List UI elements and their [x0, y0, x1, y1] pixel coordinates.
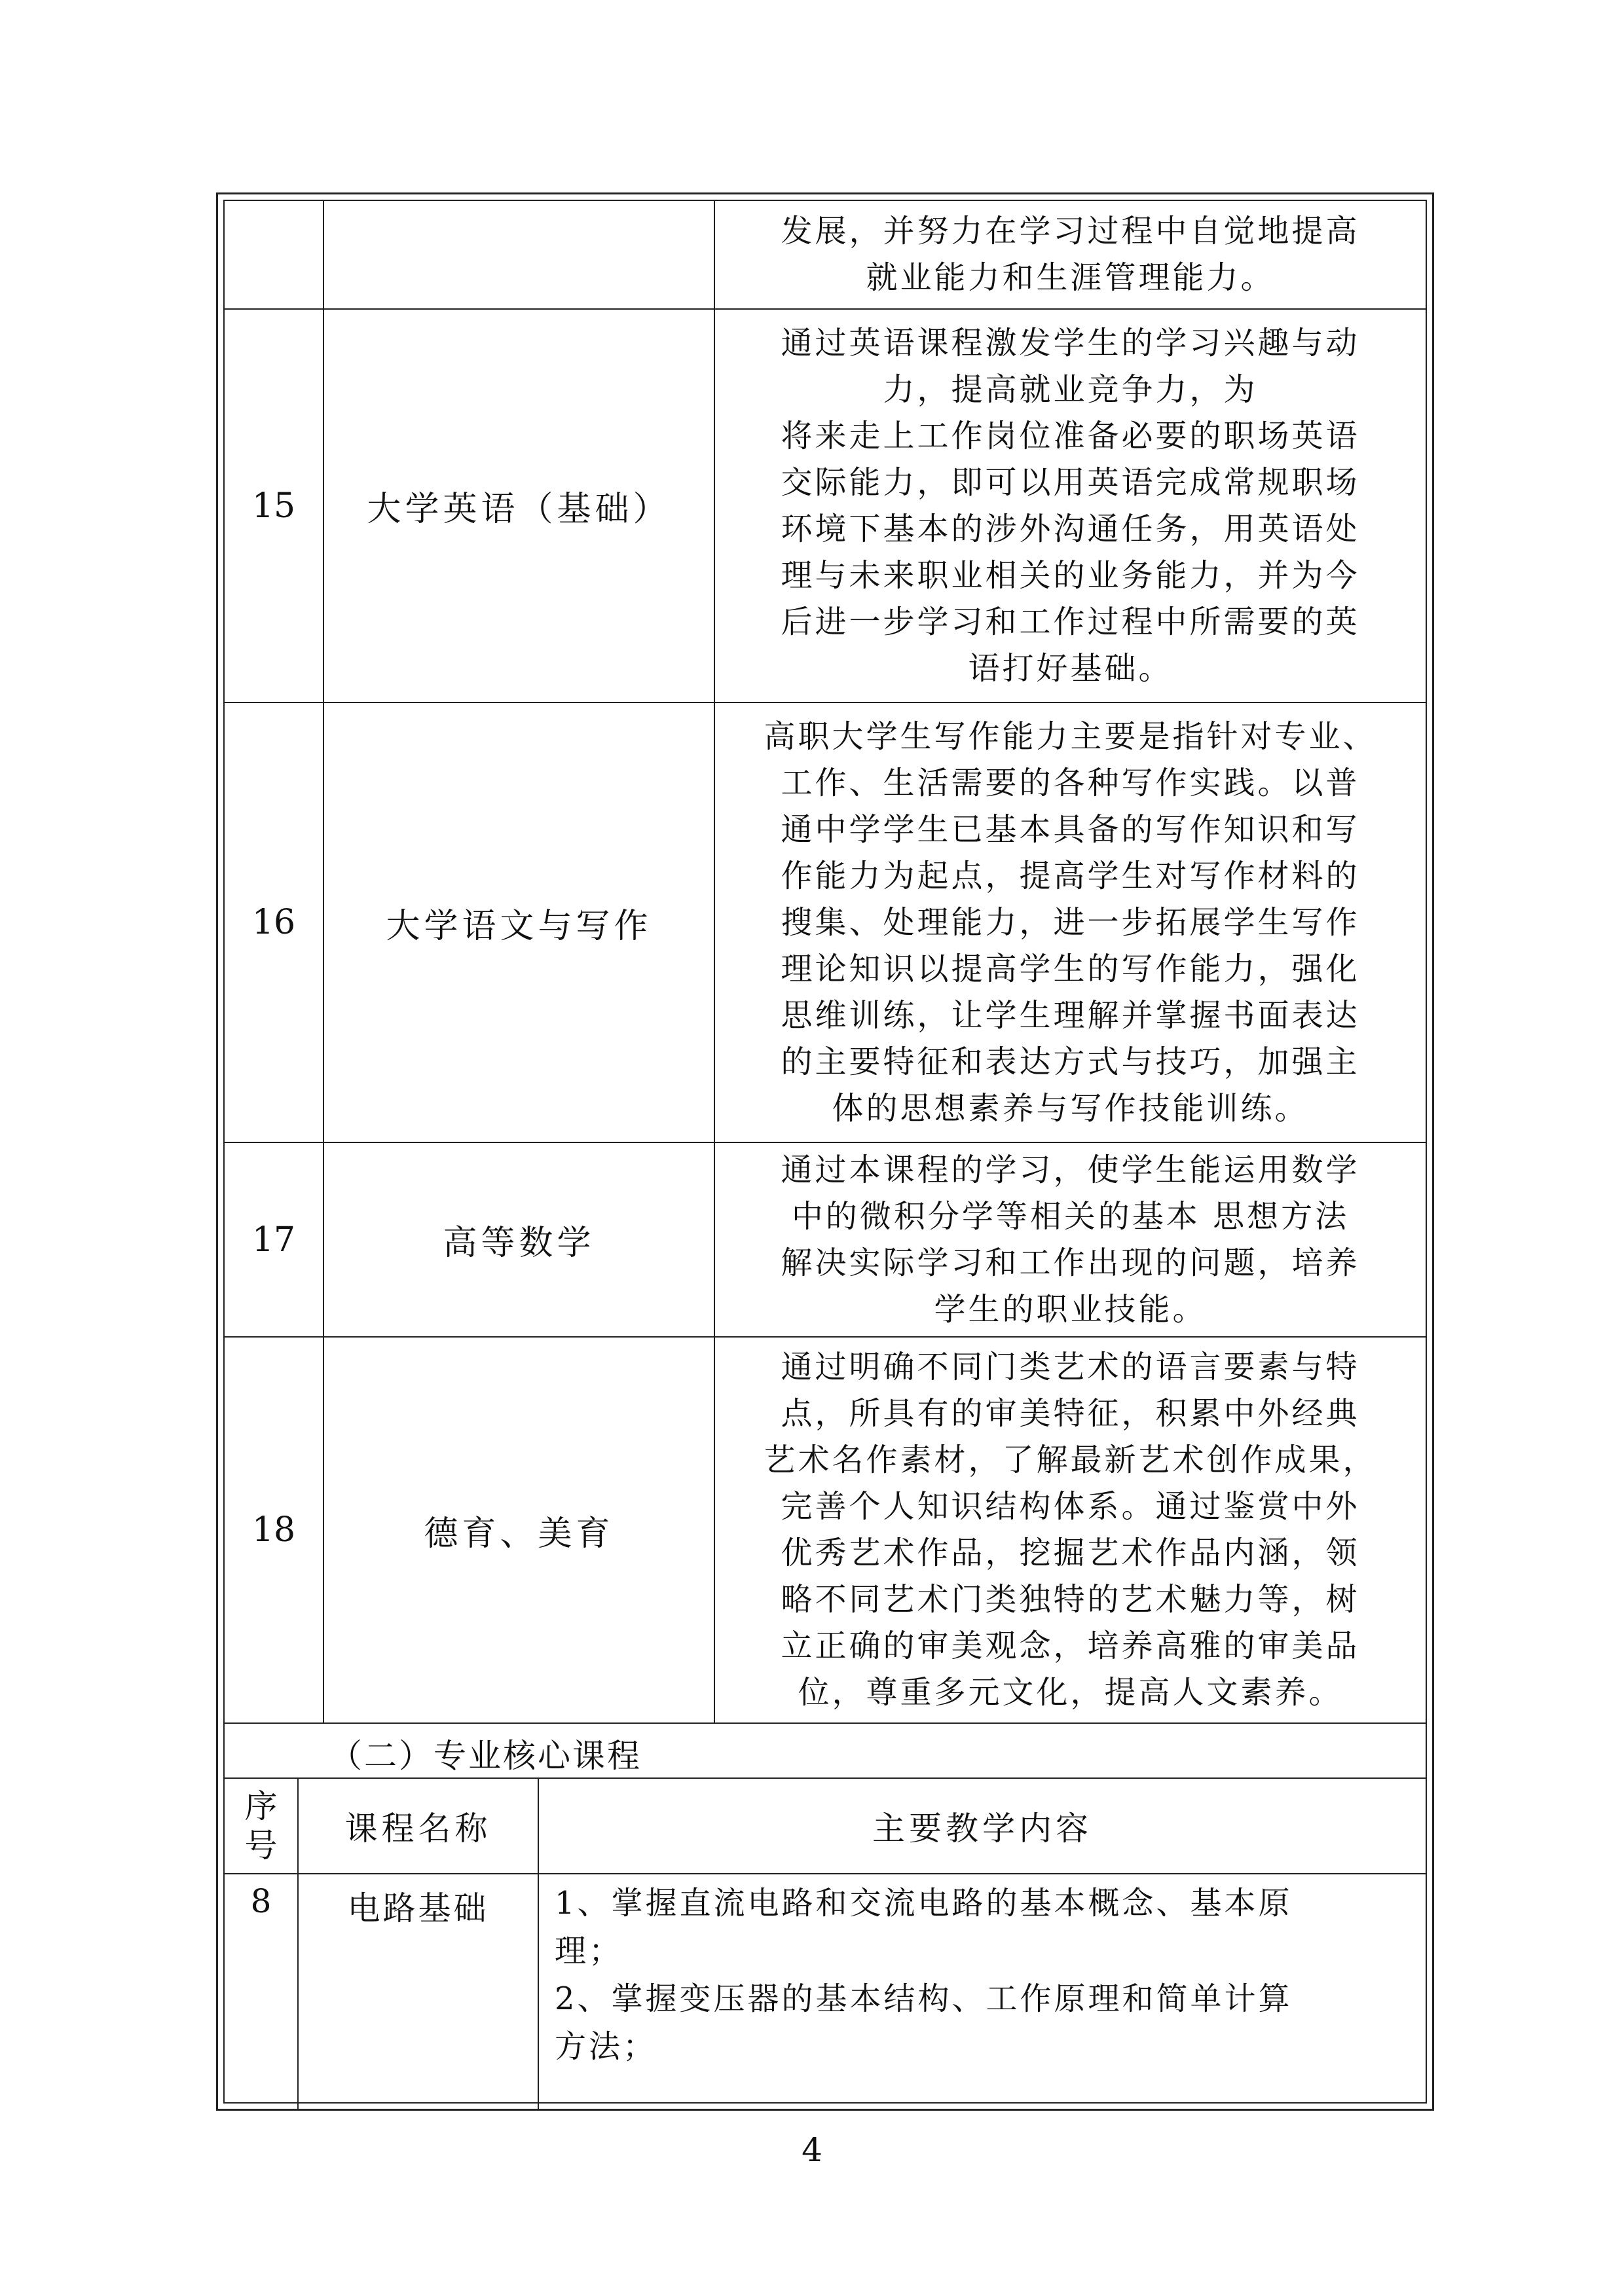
description-line: 学生的职业技能。: [934, 1290, 1207, 1328]
course-number: [225, 201, 324, 308]
description-line: 理与未来职业相关的业务能力，并为今: [781, 556, 1360, 594]
section-title: （二）专业核心课程: [329, 1737, 642, 1775]
content-line: 1、掌握直流电路和交流电路的基本概念、基本原: [555, 1885, 1293, 1922]
description-line: 工作、生活需要的各种写作实践。以普: [781, 764, 1360, 801]
table-row: [225, 201, 1426, 310]
course-description: [715, 1143, 1426, 1336]
course-description: [715, 310, 1426, 702]
description-line: 发展，并努力在学习过程中自觉地提高: [781, 213, 1360, 249]
course-name: 大学英语（基础）: [324, 310, 715, 702]
description-line: 交际能力，即可以用英语完成常规职场: [781, 464, 1360, 501]
description-line: 优秀艺术作品，挖掘艺术作品内涵，领: [781, 1535, 1360, 1571]
description-line: 环境下基本的涉外沟通任务，用英语处: [781, 510, 1360, 547]
description-line: 思维训练，让学生理解并掌握书面表达: [781, 996, 1360, 1034]
course-number: 18: [225, 1338, 324, 1722]
description-line: 点，所具有的审美特征，积累中外经典: [781, 1395, 1360, 1432]
course-number: 16: [225, 703, 324, 1142]
table-row: [225, 1143, 1426, 1338]
course-name: 德育、美育: [324, 1338, 715, 1722]
content-line: 2、掌握变压器的基本结构、工作原理和简单计算: [555, 1980, 1293, 2017]
description-line: 立正确的审美观念，培养高雅的审美品: [781, 1628, 1360, 1664]
header-number: 序 号: [225, 1779, 299, 1873]
description-line: 解决实际学习和工作出现的问题，培养: [781, 1244, 1360, 1281]
course-number: 17: [225, 1143, 324, 1336]
description-line: 完善个人知识结构体系。通过鉴赏中外: [781, 1488, 1360, 1525]
description-line: 力，提高就业竞争力，为: [883, 371, 1258, 408]
document-table: [223, 200, 1427, 2104]
table-row: [225, 703, 1426, 1143]
description-line: 艺术名作素材，了解最新艺术创作成果，: [764, 1442, 1377, 1478]
course-description: [715, 1338, 1426, 1722]
description-line: 通中学学生已基本具备的写作知识和写: [781, 811, 1360, 848]
description-line: 略不同艺术门类独特的艺术魅力等，树: [781, 1581, 1360, 1618]
course-description: [715, 201, 1426, 308]
course-name: 电路基础: [299, 1874, 539, 2109]
table-row: [225, 310, 1426, 703]
description-line: 通过本课程的学习，使学生能运用数学: [781, 1151, 1360, 1188]
description-line: 理论知识以提高学生的写作能力，强化: [781, 950, 1360, 987]
table-row: [225, 1874, 1426, 2109]
header-course-name: 课程名称: [299, 1779, 539, 1873]
course-description: [715, 703, 1426, 1142]
course-name: 高等数学: [324, 1143, 715, 1336]
table-row: [225, 1338, 1426, 1724]
course-content: [539, 1874, 1426, 2109]
description-line: 的主要特征和表达方式与技巧，加强主: [781, 1043, 1360, 1080]
content-line: 理；: [555, 1933, 623, 1969]
description-line: 将来走上工作岗位准备必要的职场英语: [781, 417, 1360, 454]
course-number: 8: [225, 1874, 299, 2109]
description-line: 就业能力和生涯管理能力。: [866, 259, 1275, 296]
course-name: 大学语文与写作: [324, 703, 715, 1142]
header-main-content: 主要教学内容: [872, 1810, 1092, 1848]
description-line: 位，尊重多元文化，提高人文素养。: [798, 1674, 1343, 1711]
table-header-row: [225, 1779, 1426, 1874]
core-course-table: [225, 1777, 1426, 2109]
description-line: 作能力为起点，提高学生对写作材料的: [781, 857, 1360, 894]
description-line: 后进一步学习和工作过程中所需要的英: [781, 603, 1360, 640]
course-number: 15: [225, 310, 324, 702]
description-line: 通过英语课程激发学生的学习兴趣与动: [781, 324, 1360, 361]
description-line: 高职大学生写作能力主要是指针对专业、: [764, 718, 1377, 755]
course-name: [324, 201, 715, 308]
content-line: 方法；: [555, 2028, 657, 2065]
description-line: 搜集、处理能力，进一步拓展学生写作: [781, 903, 1360, 941]
description-line: 语打好基础。: [968, 649, 1173, 687]
page-number: 4: [802, 2131, 822, 2169]
description-line: 中的微积分学等相关的基本 思想方法: [791, 1197, 1350, 1235]
description-line: 通过明确不同门类艺术的语言要素与特: [781, 1349, 1360, 1385]
description-line: 体的思想素养与写作技能训练。: [832, 1089, 1309, 1127]
page-frame: [216, 192, 1434, 2111]
